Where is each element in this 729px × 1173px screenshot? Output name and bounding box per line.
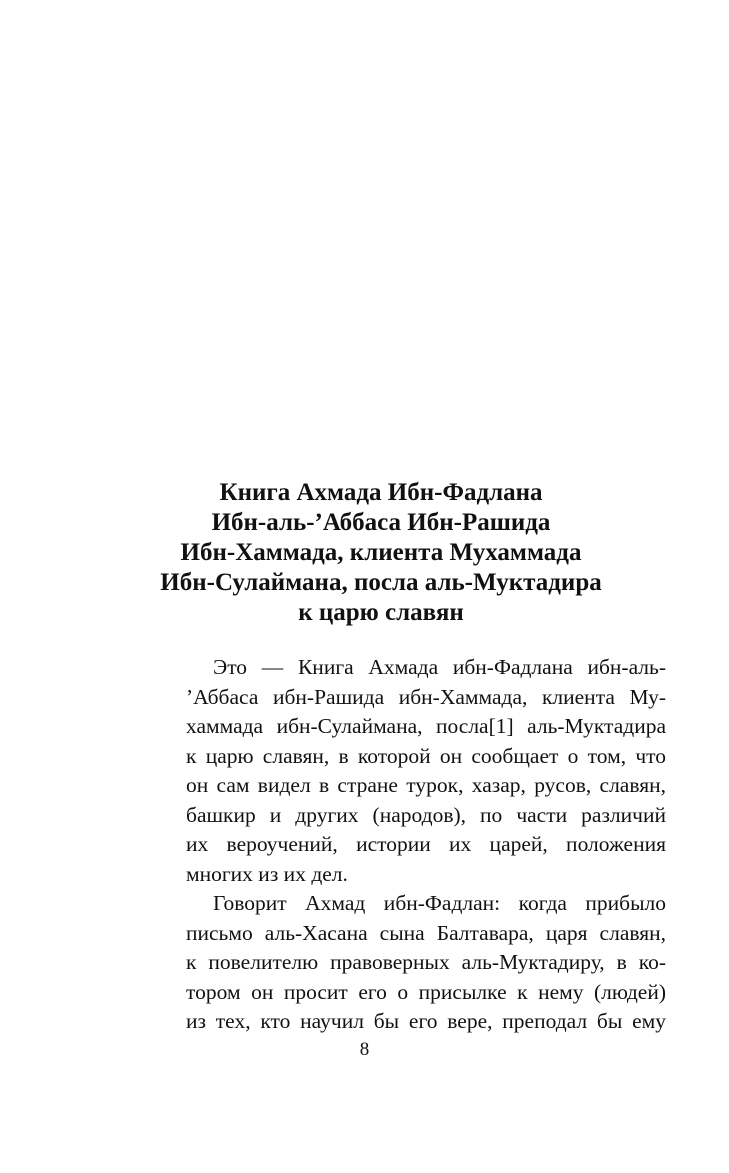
text-line: из тех, кто научил бы его вере, преподал бы ему	[186, 1009, 666, 1033]
text-line: к царю славян, в которой он сообщает о том, что	[186, 743, 666, 768]
heading-line: Ибн-Сулаймана, посла аль-Муктадира	[160, 569, 602, 596]
chapter-heading	[150, 478, 612, 628]
text-line: башкир и других (народов), по части различий	[186, 802, 666, 827]
text-line: хаммада ибн-Сулаймана, посла[1] аль-Муктадира	[186, 714, 666, 738]
heading-line: Ибн-аль-’Аббаса Ибн-Рашида	[211, 509, 551, 536]
heading-line: Книга Ахмада Ибн-Фадлана	[219, 479, 543, 506]
heading-line: к царю славян	[298, 599, 464, 626]
page-number: 8	[359, 1039, 370, 1060]
text-line: Говорит Ахмад ибн-Фадлан: когда прибыло	[213, 891, 666, 915]
paragraph-2	[186, 889, 666, 1037]
text-line: ’Аббаса ибн-Рашида ибн-Хаммада, клиента Му-	[186, 684, 666, 709]
text-line: многих из их дел.	[186, 861, 348, 886]
body-text	[186, 653, 666, 1037]
text-line: их вероучений, истории их царей, положения	[186, 832, 666, 856]
paragraph-1	[186, 653, 666, 889]
text-line: тором он просит его о присылке к нему (людей)	[186, 979, 666, 1004]
text-line: он сам видел в стране турок, хазар, русов, славян,	[186, 773, 666, 797]
text-line: к повелителю правоверных аль-Муктадиру, в ко-	[186, 950, 666, 974]
text-line: Это — Книга Ахмада ибн-Фадлана ибн-аль-	[213, 655, 666, 679]
heading-line: Ибн-Хаммада, клиента Мухаммада	[180, 539, 582, 566]
text-line: письмо аль-Хасана сына Балтавара, царя славян,	[186, 920, 666, 945]
